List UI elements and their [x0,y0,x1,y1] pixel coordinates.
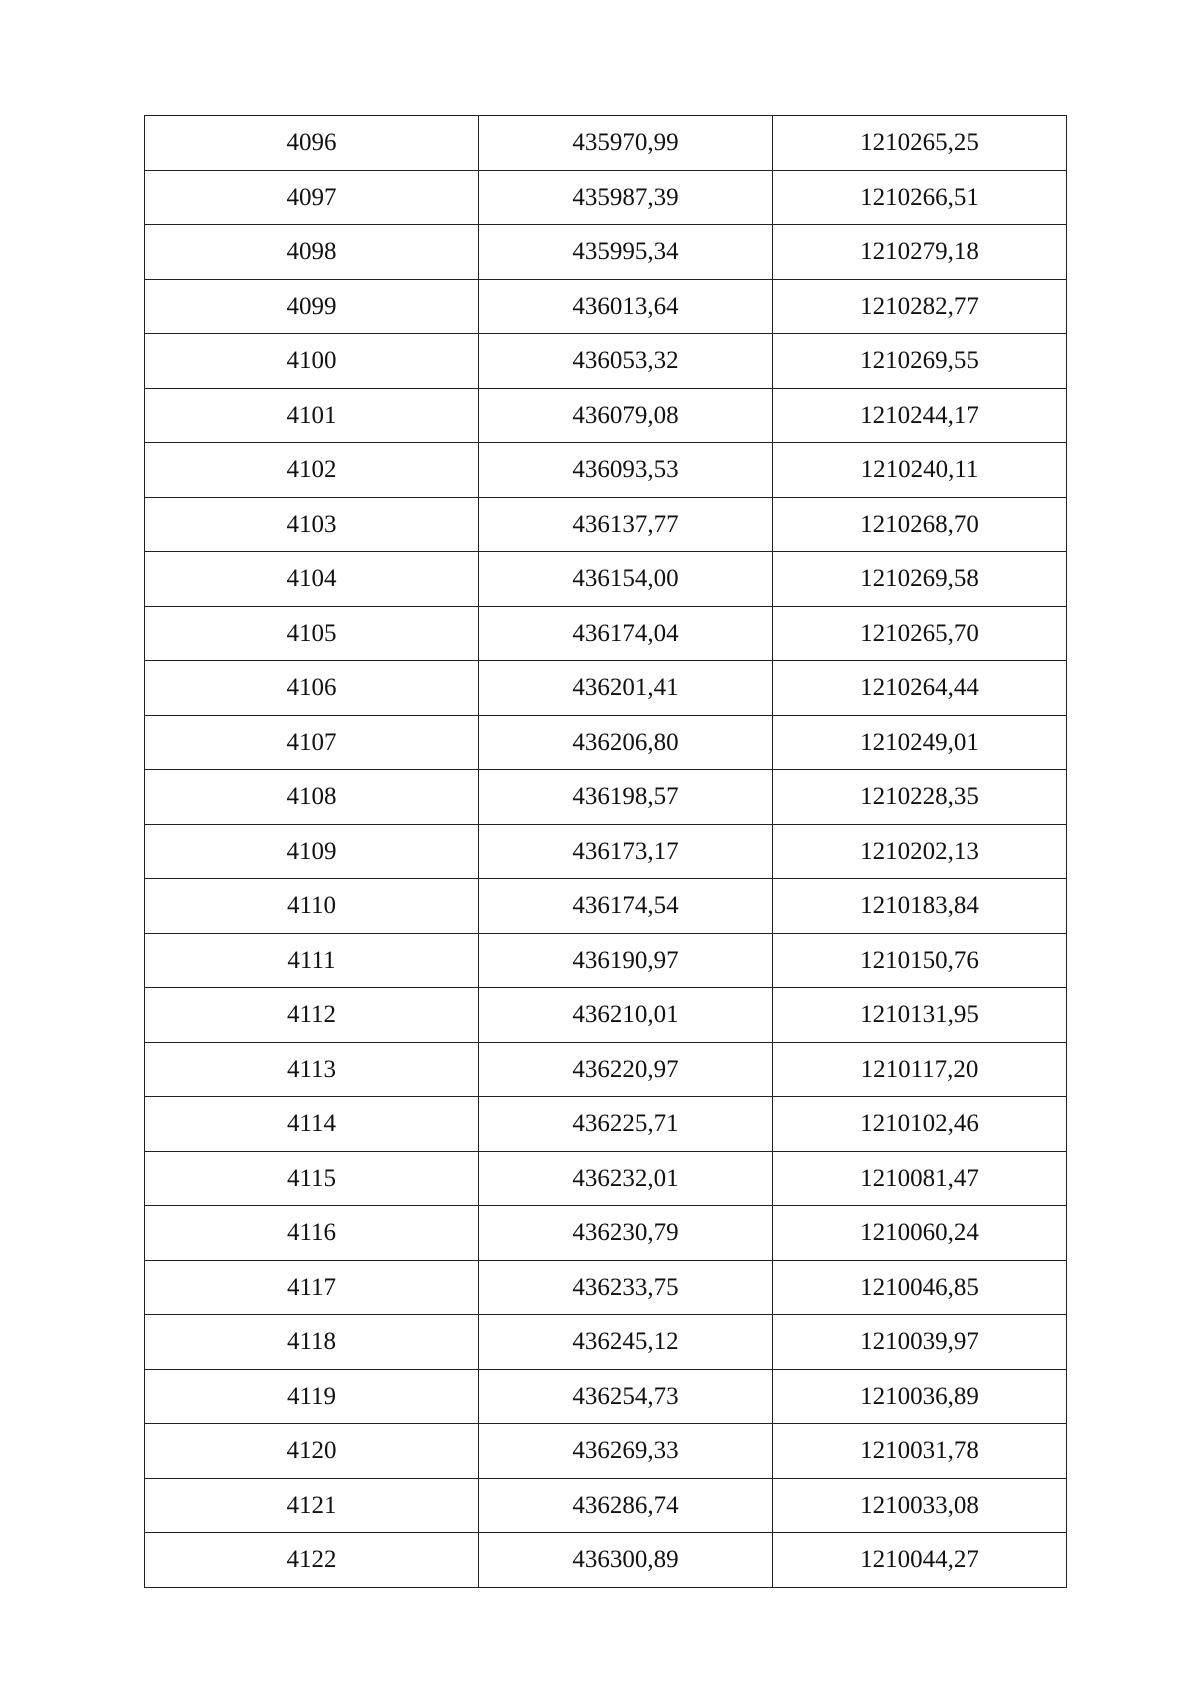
point-number-cell: 4109 [145,824,479,879]
point-number-cell: 4097 [145,170,479,225]
x-coordinate-cell: 436254,73 [479,1369,773,1424]
point-number-cell: 4110 [145,879,479,934]
table-row [145,1151,1067,1206]
point-number-cell: 4122 [145,1533,479,1588]
point-number-cell: 4099 [145,279,479,334]
table-row [145,552,1067,607]
table-row [145,1206,1067,1261]
point-number-cell: 4102 [145,443,479,498]
table-row [145,988,1067,1043]
y-coordinate-cell: 1210036,89 [773,1369,1067,1424]
point-number-cell: 4105 [145,606,479,661]
y-coordinate-cell: 1210183,84 [773,879,1067,934]
table-row [145,933,1067,988]
table-row [145,225,1067,280]
x-coordinate-cell: 436201,41 [479,661,773,716]
table-row [145,606,1067,661]
y-coordinate-cell: 1210102,46 [773,1097,1067,1152]
x-coordinate-cell: 436232,01 [479,1151,773,1206]
y-coordinate-cell: 1210202,13 [773,824,1067,879]
point-number-cell: 4116 [145,1206,479,1261]
point-number-cell: 4114 [145,1097,479,1152]
table-row [145,1097,1067,1152]
table-row [145,279,1067,334]
x-coordinate-cell: 436174,54 [479,879,773,934]
x-coordinate-cell: 436174,04 [479,606,773,661]
y-coordinate-cell: 1210046,85 [773,1260,1067,1315]
x-coordinate-cell: 436220,97 [479,1042,773,1097]
coordinates-table [144,115,1067,1588]
y-coordinate-cell: 1210244,17 [773,388,1067,443]
x-coordinate-cell: 436245,12 [479,1315,773,1370]
point-number-cell: 4111 [145,933,479,988]
x-coordinate-cell: 436233,75 [479,1260,773,1315]
y-coordinate-cell: 1210131,95 [773,988,1067,1043]
point-number-cell: 4121 [145,1478,479,1533]
table-row [145,879,1067,934]
table-row [145,170,1067,225]
y-coordinate-cell: 1210044,27 [773,1533,1067,1588]
x-coordinate-cell: 435995,34 [479,225,773,280]
point-number-cell: 4120 [145,1424,479,1479]
point-number-cell: 4115 [145,1151,479,1206]
x-coordinate-cell: 435987,39 [479,170,773,225]
x-coordinate-cell: 436053,32 [479,334,773,389]
y-coordinate-cell: 1210228,35 [773,770,1067,825]
table-row [145,116,1067,171]
x-coordinate-cell: 436206,80 [479,715,773,770]
table-row [145,497,1067,552]
y-coordinate-cell: 1210117,20 [773,1042,1067,1097]
y-coordinate-cell: 1210264,44 [773,661,1067,716]
point-number-cell: 4118 [145,1315,479,1370]
x-coordinate-cell: 436210,01 [479,988,773,1043]
point-number-cell: 4117 [145,1260,479,1315]
table-row [145,388,1067,443]
y-coordinate-cell: 1210269,55 [773,334,1067,389]
y-coordinate-cell: 1210039,97 [773,1315,1067,1370]
x-coordinate-cell: 436225,71 [479,1097,773,1152]
point-number-cell: 4119 [145,1369,479,1424]
y-coordinate-cell: 1210150,76 [773,933,1067,988]
y-coordinate-cell: 1210081,47 [773,1151,1067,1206]
x-coordinate-cell: 436300,89 [479,1533,773,1588]
point-number-cell: 4107 [145,715,479,770]
point-number-cell: 4103 [145,497,479,552]
table-row [145,1369,1067,1424]
y-coordinate-cell: 1210268,70 [773,497,1067,552]
x-coordinate-cell: 436198,57 [479,770,773,825]
x-coordinate-cell: 436154,00 [479,552,773,607]
point-number-cell: 4100 [145,334,479,389]
table-row [145,334,1067,389]
y-coordinate-cell: 1210033,08 [773,1478,1067,1533]
y-coordinate-cell: 1210060,24 [773,1206,1067,1261]
x-coordinate-cell: 436173,17 [479,824,773,879]
x-coordinate-cell: 436137,77 [479,497,773,552]
y-coordinate-cell: 1210265,25 [773,116,1067,171]
table-row [145,770,1067,825]
x-coordinate-cell: 436230,79 [479,1206,773,1261]
point-number-cell: 4101 [145,388,479,443]
table-row [145,1315,1067,1370]
x-coordinate-cell: 436190,97 [479,933,773,988]
coordinates-table-body [145,116,1067,1588]
x-coordinate-cell: 435970,99 [479,116,773,171]
point-number-cell: 4112 [145,988,479,1043]
x-coordinate-cell: 436286,74 [479,1478,773,1533]
point-number-cell: 4104 [145,552,479,607]
y-coordinate-cell: 1210265,70 [773,606,1067,661]
y-coordinate-cell: 1210249,01 [773,715,1067,770]
table-row [145,1478,1067,1533]
table-row [145,443,1067,498]
y-coordinate-cell: 1210240,11 [773,443,1067,498]
y-coordinate-cell: 1210031,78 [773,1424,1067,1479]
y-coordinate-cell: 1210282,77 [773,279,1067,334]
table-row [145,1533,1067,1588]
table-row [145,824,1067,879]
point-number-cell: 4106 [145,661,479,716]
y-coordinate-cell: 1210266,51 [773,170,1067,225]
x-coordinate-cell: 436093,53 [479,443,773,498]
x-coordinate-cell: 436269,33 [479,1424,773,1479]
table-row [145,661,1067,716]
point-number-cell: 4098 [145,225,479,280]
point-number-cell: 4096 [145,116,479,171]
table-row [145,1260,1067,1315]
table-row [145,715,1067,770]
table-row [145,1042,1067,1097]
point-number-cell: 4113 [145,1042,479,1097]
y-coordinate-cell: 1210269,58 [773,552,1067,607]
point-number-cell: 4108 [145,770,479,825]
table-row [145,1424,1067,1479]
x-coordinate-cell: 436013,64 [479,279,773,334]
x-coordinate-cell: 436079,08 [479,388,773,443]
y-coordinate-cell: 1210279,18 [773,225,1067,280]
